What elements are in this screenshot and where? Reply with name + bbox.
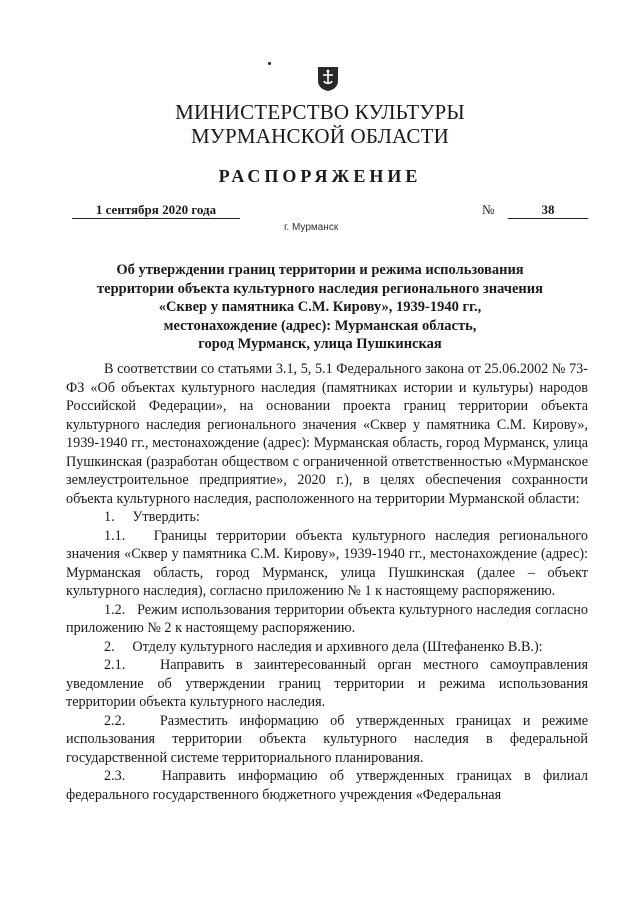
- document-subject: [60, 261, 580, 354]
- body-paragraph: 2. Отделу культурного наследия и архивного дела (Штефаненко В.В.):: [104, 638, 543, 655]
- scan-dot: [268, 62, 271, 65]
- document-date: 1 сентября 2020 года: [72, 202, 240, 219]
- subject-line: город Мурманск, улица Пушкинская: [198, 336, 442, 352]
- document-body: [66, 360, 588, 804]
- body-paragraph: 1.1. Границы территории объекта культурного наследия регионального значения «Сквер у памятника С.М. Кирову», 1939-1940 гг., местонахождение (адрес): Мурманская область, город Мурманск, улица Пушкинская (далее – объект культурного наследия), согласно приложению № 1 к настоящему распоряжению.: [66, 527, 588, 599]
- document-number-label: №: [482, 202, 495, 217]
- subject-line: территории объекта культурного наследия регионального значения: [97, 280, 543, 297]
- body-paragraph: 1. Утвердить:: [104, 509, 200, 525]
- ministry-name-line2: МУРМАНСКОЙ ОБЛАСТИ: [191, 124, 449, 148]
- subject-line: местонахождение (адрес): Мурманская область,: [163, 317, 477, 334]
- body-paragraph: 1.2. Режим использования территории объекта культурного наследия согласно приложению № 2 к настоящему распоряжению.: [66, 601, 588, 636]
- body-paragraph: 2.1. Направить в заинтересованный орган местного самоуправления уведомление об утверждении границ территории и режима использования территории объекта культурного наследия.: [66, 657, 588, 710]
- body-paragraph: В соответствии со статьями 3.1, 5, 5.1 Федерального закона от 25.06.2002 № 73-ФЗ «Об объектах культурного наследия (памятниках истории и культуры) народов Российской Федерации», на основании проекта границ территории объекта культурного наследия регионального значения «Сквер у памятника С.М. Кирову», 1939-1940 гг., местонахождение (адрес): Мурманская область, город Мурманск, улица Пушкинская (разработан обществом с ограниченной ответственностью «Мурманское землеустроительное предприятие», 2020 г.), в целях обеспечения сохранности объекта культурного наследия, расположенного на территории Мурманской области:: [66, 361, 588, 507]
- ministry-name-line1: МИНИСТЕРСТВО КУЛЬТУРЫ: [175, 100, 465, 124]
- murmansk-coat-of-arms-icon: [316, 66, 340, 92]
- document-city: г. Мурманск: [284, 222, 339, 233]
- body-paragraph: 2.2. Разместить информацию об утвержденных границах и режиме использования территории объекта культурного наследия в федеральной государственной системе территориального планирования.: [66, 712, 588, 766]
- subject-line: «Сквер у памятника С.М. Кирову», 1939-1940 гг.,: [158, 299, 482, 315]
- document-number: 38: [508, 202, 588, 219]
- subject-line: Об утверждении границ территории и режима использования: [116, 262, 524, 278]
- document-type-title: РАСПОРЯЖЕНИЕ: [218, 166, 422, 186]
- body-paragraph: 2.3. Направить информацию об утвержденных границах в филиал федерального государственного бюджетного учреждения «Федеральная: [66, 768, 588, 803]
